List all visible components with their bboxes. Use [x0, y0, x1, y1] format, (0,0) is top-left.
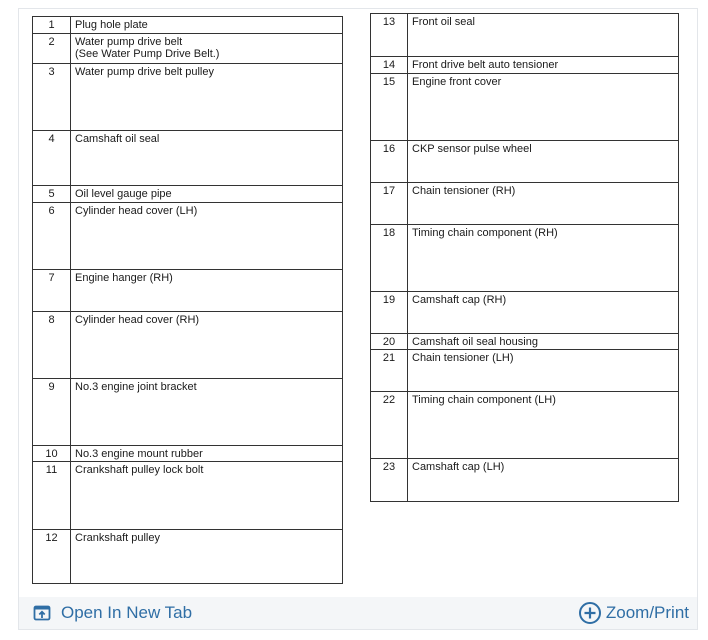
part-description: Plug hole plate	[71, 17, 343, 34]
part-description: Cylinder head cover (RH)	[71, 312, 343, 379]
table-row	[371, 57, 679, 74]
part-number: 14	[371, 57, 408, 74]
table-row	[371, 225, 679, 292]
table-row	[371, 334, 679, 350]
open-in-new-tab-icon	[33, 604, 51, 622]
table-row	[33, 270, 343, 312]
zoom-print-link[interactable]	[578, 599, 689, 627]
table-row	[371, 292, 679, 334]
table-row	[371, 14, 679, 57]
part-number: 12	[33, 530, 71, 584]
table-row	[33, 379, 343, 446]
part-number: 10	[33, 446, 71, 462]
part-description: Crankshaft pulley	[71, 530, 343, 584]
table-row	[371, 350, 679, 392]
parts-table-right	[370, 13, 679, 502]
part-number: 8	[33, 312, 71, 379]
part-number: 3	[33, 64, 71, 131]
part-number: 22	[371, 392, 408, 459]
part-number: 20	[371, 334, 408, 350]
part-description: Timing chain component (RH)	[408, 225, 679, 292]
part-number: 4	[33, 131, 71, 186]
part-description: Camshaft oil seal	[71, 131, 343, 186]
table-row	[33, 312, 343, 379]
table-row	[371, 141, 679, 183]
part-number: 15	[371, 74, 408, 141]
image-toolbar	[19, 597, 697, 629]
part-description: No.3 engine mount rubber	[71, 446, 343, 462]
part-number: 21	[371, 350, 408, 392]
part-number: 1	[33, 17, 71, 34]
part-number: 19	[371, 292, 408, 334]
part-description: Water pump drive belt pulley	[71, 64, 343, 131]
table-row	[371, 392, 679, 459]
part-number: 18	[371, 225, 408, 292]
table-row	[33, 203, 343, 270]
table-row	[33, 34, 343, 64]
table-row	[33, 446, 343, 462]
zoom-plus-icon	[578, 601, 602, 625]
part-description: Engine front cover	[408, 74, 679, 141]
table-row	[33, 530, 343, 584]
part-description: Camshaft cap (LH)	[408, 459, 679, 502]
table-row	[371, 459, 679, 502]
part-description-line: Water pump drive belt	[75, 36, 183, 48]
part-description: Crankshaft pulley lock bolt	[71, 462, 343, 530]
part-number: 13	[371, 14, 408, 57]
table-row	[371, 183, 679, 225]
part-description: Oil level gauge pipe	[71, 186, 343, 203]
table-row	[371, 74, 679, 141]
table-row	[33, 186, 343, 203]
part-number: 11	[33, 462, 71, 530]
part-description: Front drive belt auto tensioner	[408, 57, 679, 74]
part-number: 23	[371, 459, 408, 502]
part-number: 5	[33, 186, 71, 203]
part-number: 17	[371, 183, 408, 225]
part-description: Timing chain component (LH)	[408, 392, 679, 459]
part-description: Front oil seal	[408, 14, 679, 57]
table-row	[33, 64, 343, 131]
part-description: Camshaft oil seal housing	[408, 334, 679, 350]
table-row	[33, 131, 343, 186]
parts-table-left	[32, 16, 343, 584]
part-description: Chain tensioner (LH)	[408, 350, 679, 392]
open-in-new-tab-label: Open In New Tab	[61, 603, 193, 622]
part-description: CKP sensor pulse wheel	[408, 141, 679, 183]
part-number: 16	[371, 141, 408, 183]
part-description: Camshaft cap (RH)	[408, 292, 679, 334]
open-in-new-tab-link[interactable]	[33, 601, 192, 625]
table-row	[33, 462, 343, 530]
zoom-print-label: Zoom/Print	[605, 603, 689, 622]
part-description	[71, 34, 343, 64]
table-row	[33, 17, 343, 34]
part-number: 6	[33, 203, 71, 270]
part-description: Chain tensioner (RH)	[408, 183, 679, 225]
part-description: Engine hanger (RH)	[71, 270, 343, 312]
part-description: Cylinder head cover (LH)	[71, 203, 343, 270]
part-description: No.3 engine joint bracket	[71, 379, 343, 446]
part-description-note: (See Water Pump Drive Belt.)	[75, 48, 220, 60]
part-number: 7	[33, 270, 71, 312]
part-number: 2	[33, 34, 71, 64]
part-number: 9	[33, 379, 71, 446]
